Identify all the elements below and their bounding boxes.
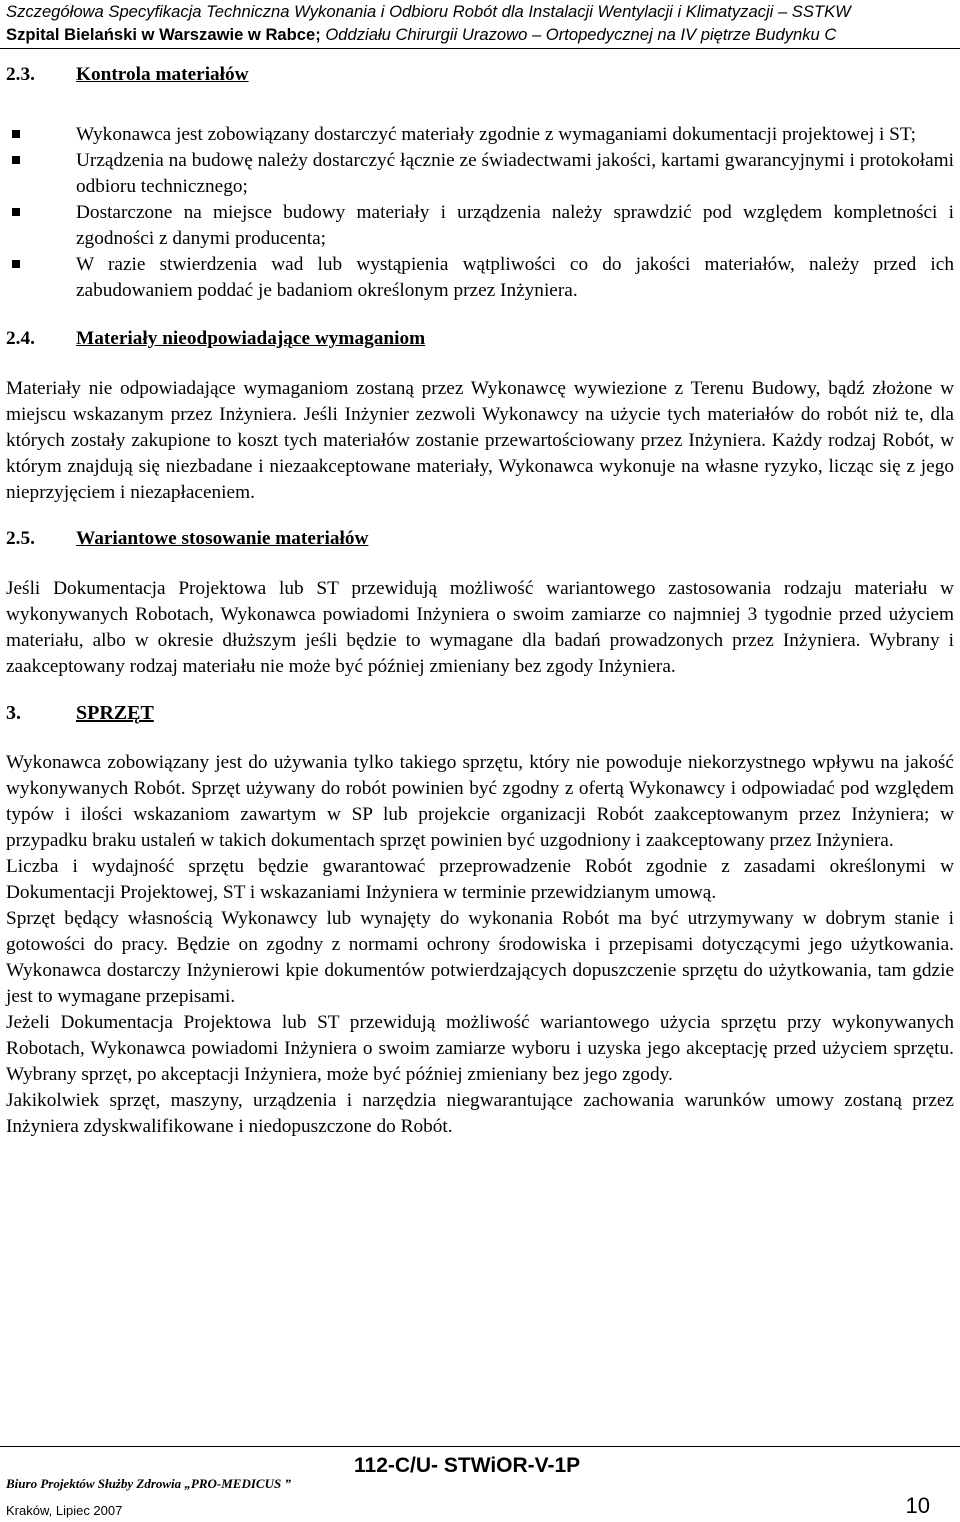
list-item-text: Dostarczone na miejsce budowy materiały i urządzenia należy sprawdzić pod względem kompletności i zgodności z danymi producenta; (76, 202, 954, 249)
footer-document-code: 112-C/U- STWiOR-V-1P (354, 1454, 581, 1477)
header-spec-title: Szczegółowa Specyfikacja Techniczna Wykonania i Odbioru Robót dla Instalacji Wentylacji i Klimatyzacji – SSTKW (6, 2, 851, 21)
section-number: 2.5. (6, 528, 35, 549)
bullet-square-icon (12, 208, 20, 216)
header-divider (0, 48, 960, 49)
list-item (6, 252, 954, 304)
list-item (6, 122, 954, 148)
page-number: 10 (905, 1493, 930, 1518)
list-item-text: Wykonawca jest zobowiązany dostarczyć materiały zgodnie z wymaganiami dokumentacji projektowej i ST; (76, 124, 916, 145)
bullet-square-icon (12, 156, 20, 164)
paragraph: Liczba i wydajność sprzętu będzie gwarantować przeprowadzenie Robót zgodnie z zasadami określonymi w Dokumentacji Projektowej, ST i wskazaniami Inżyniera w terminie przewidzianym umową. (6, 856, 954, 903)
section-title: Materiały nieodpowiadające wymaganiom (76, 328, 426, 349)
section-number: 2.3. (6, 64, 35, 85)
section-heading-2-4 (6, 326, 954, 370)
section-title: Kontrola materiałów (76, 64, 249, 85)
section-number: 2.4. (6, 328, 35, 349)
page-header (6, 0, 956, 46)
footer-office: Biuro Projektów Służby Zdrowia „PRO-MEDICUS ” (6, 1476, 291, 1491)
section-title: SPRZĘT (76, 702, 154, 724)
bullet-square-icon (12, 260, 20, 268)
section-title: Wariantowe stosowanie materiałów (76, 528, 369, 549)
list-item (6, 200, 954, 252)
paragraph: Wykonawca zobowiązany jest do używania tylko takiego sprzętu, który nie powoduje niekorzystnego wpływu na jakość wykonywanych Robót. Sprzęt używany do robót powinien być zgodny z ofertą Wykonawcy i odpowiadać pod względem typów i ilości wskazaniom zawartym w SP lub projekcie organizacji Robót zaakceptowanym przez Inżyniera; w przypadku braku ustaleń w takich dokumentach sprzęt powinien być uzgodniony i zaakceptowany przez Inżyniera. (6, 752, 954, 851)
paragraph: Sprzęt będący własnością Wykonawcy lub wynajęty do wykonania Robót ma być utrzymywany w dobrym stanie i gotowości do pracy. Będzie on zgodny z normami ochrony środowiska i przepisami dotyczącymi jego użytkowania. Wykonawca dostarczy Inżynierowi kpie dokumentów potwierdzających dopuszczenie sprzętu do użytkowania, tam gdzie jest to wymagane przepisami. (6, 908, 954, 1007)
list-item (6, 148, 954, 200)
section-heading-2-3 (6, 62, 954, 106)
bullet-square-icon (12, 130, 20, 138)
document-body (6, 62, 954, 1140)
header-department: Oddziału Chirurgii Urazowo – Ortopedycznej na IV piętrze Budynku C (320, 25, 837, 44)
materials-control-list (6, 122, 954, 304)
paragraph: Jeśli Dokumentacja Projektowa lub ST przewidują możliwość wariantowego zastosowania rodzaju materiału w wykonywanych Robotach, Wykonawca powiadomi Inżyniera o swoim zamiarze co najmniej 3 tygodnie przed użyciem materiału, albo w okresie dłuższym jeśli będzie to wymagane dla badań prowadzonych przez Inżyniera. Wybrany i zaakceptowany rodzaj materiału nie może być później zmieniany bez zgody Inżyniera. (6, 578, 954, 677)
footer-divider (0, 1446, 960, 1447)
paragraph: Jakikolwiek sprzęt, maszyny, urządzenia i narzędzia niegwarantujące zachowania warunków umowy zostaną przez Inżyniera zdyskwalifikowane i niedopuszczone do Robót. (6, 1090, 954, 1137)
paragraph: Jeżeli Dokumentacja Projektowa lub ST przewidują możliwość wariantowego użycia sprzętu przy wykonywanych Robotach, Wykonawca powiadomi Inżyniera o swoim zamiarze wyboru i uzyska jego akceptację przed użyciem sprzętu. Wybrany sprzęt, po akceptacji Inżyniera, może być później zmieniany bez jego zgody. (6, 1012, 954, 1085)
section-heading-2-5 (6, 526, 954, 570)
paragraph: Materiały nie odpowiadające wymaganiom zostaną przez Wykonawcę wywiezione z Terenu Budowy, bądź złożone w miejscu wskazanym przez Inżyniera. Jeśli Inżynier zezwoli Wykonawcy na użycie tych materiałów do robót niż te, dla których zostały zakupione to koszt tych materiałów zostanie przewartościowany przez Inżyniera. Każdy rodzaj Robót, w którym znajdują się niezbadane i niezaakceptowane materiały, Wykonawca wykonuje na własne ryzyko, licząc się z jego nieprzyjęciem i niezapłaceniem. (6, 378, 954, 503)
section-heading-3 (6, 700, 954, 744)
footer-date: Kraków, Lipiec 2007 (6, 1503, 123, 1518)
list-item-text: W razie stwierdzenia wad lub wystąpienia wątpliwości co do jakości materiałów, należy przed ich zabudowaniem poddać je badaniom określonym przez Inżyniera. (76, 254, 954, 301)
section-number: 3. (6, 702, 21, 724)
header-hospital: Szpital Bielański w Warszawie w Rabce; (6, 25, 321, 44)
header-project-line (6, 23, 956, 46)
list-item-text: Urządzenia na budowę należy dostarczyć łącznie ze świadectwami jakości, kartami gwarancyjnymi i protokołami odbioru technicznego; (76, 150, 954, 197)
